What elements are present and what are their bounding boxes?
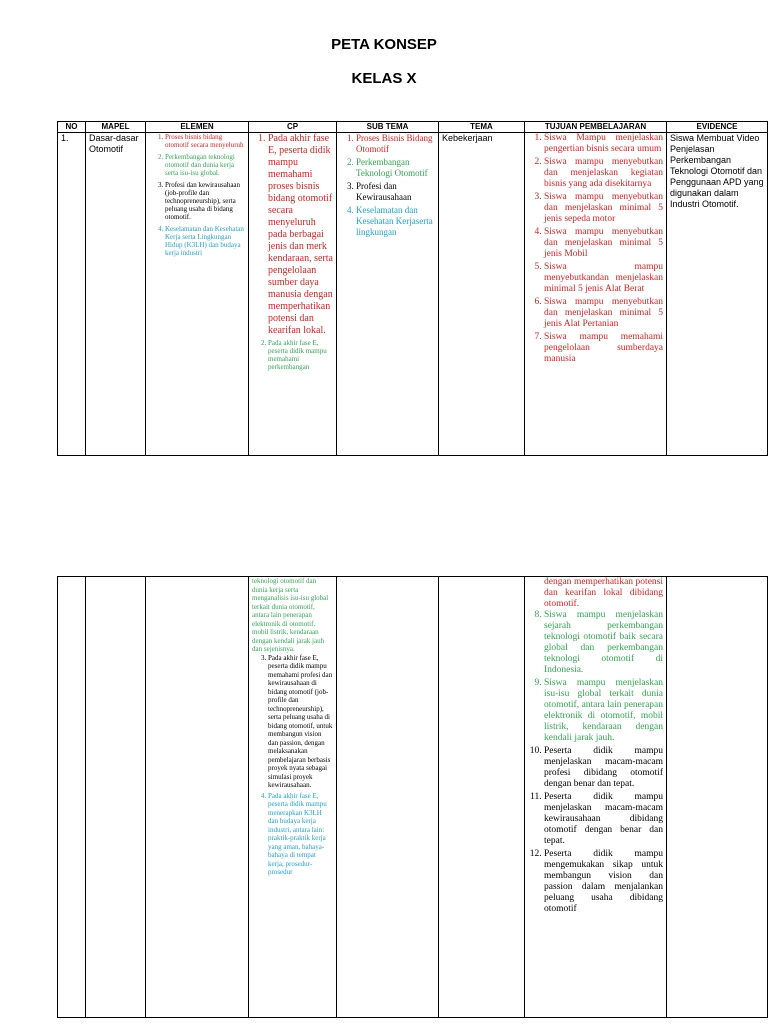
table-row bbox=[58, 577, 768, 1018]
header-elemen: ELEMEN bbox=[146, 122, 249, 133]
cell-tujuan bbox=[525, 577, 667, 1018]
tujuan-item: 3. Siswa mampu menyebutkan dan menjelaskan minimal 5 jenis sepeda motor bbox=[544, 192, 663, 225]
cell-evidence: Siswa Membuat Video Penjelasan Perkembangan Teknologi Otomotif dan Penggunaan APD yang digunakan dalam Industri Otomotif. bbox=[667, 133, 768, 456]
table-row bbox=[58, 133, 768, 456]
subtema-item: 4. Keselamatan dan Kesehatan Kerjaserta lingkungan bbox=[356, 205, 435, 238]
table-header-row bbox=[58, 122, 768, 133]
tujuan-item: 2. Siswa mampu menyebutkan dan menjelaskan kegiatan bisnis yang ada disekitarnya bbox=[544, 157, 663, 190]
subtema-item: 3. Profesi dan Kewirausahaan bbox=[356, 181, 435, 203]
tujuan-item: 11. Peserta didik mampu menjelaskan macam-macam kewirausahaan dibidang otomotif dengan benar dan tepat. bbox=[544, 792, 663, 847]
concept-map-table bbox=[57, 121, 768, 456]
page-subtitle: KELAS X bbox=[351, 70, 417, 87]
cp-item: 4. Pada akhir fase E, peserta didik mampu menerapkan K3LH dan budaya kerja industri, antara lain: praktik-praktik kerja yang aman, bahaya-bahaya di tempat kerja, prosedur-prosedur bbox=[268, 792, 333, 877]
header-no: NO bbox=[58, 122, 86, 133]
tujuan-continuation: dengan memperhatikan potensi dan kearifan lokal dibidang otomotif. bbox=[544, 577, 663, 609]
tujuan-item: 7. Siswa mampu memahami pengelolaan sumberdaya manusia bbox=[544, 332, 663, 365]
cell-cp bbox=[249, 133, 337, 456]
header-mapel: MAPEL bbox=[86, 122, 146, 133]
elemen-item: 3. Profesi dan kewirausahaan (job-profile dan technopreneurship), serta peluang usaha di bidang otomotif. bbox=[165, 181, 245, 221]
cell-no: 1. bbox=[58, 133, 86, 456]
cell-sub-tema bbox=[337, 577, 439, 1018]
elemen-item: 4. Keselamatan dan Kesehatan Kerja serta Lingkungan Hidup (K3LH) dan budaya kerja industri bbox=[165, 225, 245, 257]
tujuan-item: 5. Siswa mampu menyebutkandan menjelaskan minimal 5 jenis Alat Berat bbox=[544, 262, 663, 295]
elemen-item: 1. Proses bisnis bidang otomotif secara menyeluruh bbox=[165, 133, 245, 149]
header-tema: TEMA bbox=[439, 122, 525, 133]
concept-map-table-continued bbox=[57, 576, 768, 1018]
cell-tema bbox=[439, 577, 525, 1018]
cell-no bbox=[58, 577, 86, 1018]
cell-cp bbox=[249, 577, 337, 1018]
tujuan-item: 6. Siswa mampu menyebutkan dan menjelaskan minimal 5 jenis Alat Pertanian bbox=[544, 297, 663, 330]
header-evidence: EVIDENCE bbox=[667, 122, 768, 133]
tujuan-item: 12. Peserta didik mampu mengemukakan sikap untuk membangun vision dan passion dalam menjalankan peluang usaha dibidang otomotif bbox=[544, 849, 663, 915]
tujuan-item: 10. Peserta didik mampu menjelaskan macam-macam profesi dibidang otomotif dengan benar dan tepat. bbox=[544, 746, 663, 790]
tujuan-item: 4. Siswa mampu menyebutkan dan menjelaskan minimal 5 jenis Mobil bbox=[544, 227, 663, 260]
cell-mapel bbox=[86, 577, 146, 1018]
header-sub-tema: SUB TEMA bbox=[337, 122, 439, 133]
cell-mapel: Dasar-dasar Otomotif bbox=[86, 133, 146, 456]
cp-item: 1. Pada akhir fase E, peserta didik mampu memahami proses bisnis bidang otomotif secara menyeluruh pada berbagai jenis dan merk kendaraan, serta pengelolaan sumber daya manusia dengan memperhatikan potensi dan kearifan lokal. bbox=[268, 133, 333, 337]
cell-elemen bbox=[146, 133, 249, 456]
tujuan-item: 1. Siswa Mampu menjelaskan pengertian bisnis secara umum bbox=[544, 133, 663, 155]
elemen-item: 2. Perkembangan teknologi otomotif dan dunia kerja serta isu-isu global. bbox=[165, 153, 245, 177]
subtema-item: 1. Proses Bisnis Bidang Otomotif bbox=[356, 133, 435, 155]
header-cp: CP bbox=[249, 122, 337, 133]
cell-tujuan bbox=[525, 133, 667, 456]
cp-continuation: teknologi otomotif dan dunia kerja serta menganalisis isu-isu global terkait dunia otomotif, antara lain penerapan elektronik di otomotif, mobil listrik, kendaraan dengan kendali jarak jauh dan sejenisnya. bbox=[252, 577, 329, 653]
cp-item: 3. Pada akhir fase E, peserta didik mampu memahami profesi dan kewirausahaan di bidang otomotif (job-profile dan technopreneurship), serta peluang usaha di bidang otomotif, untuk membangun vision dan passion, dengan melaksanakan pembelajaran berbasis proyek nyata sebagai simulasi proyek kewirausahaan. bbox=[268, 654, 333, 790]
cell-sub-tema bbox=[337, 133, 439, 456]
tujuan-item: 8. Siswa mampu menjelaskan sejarah perkembangan teknologi otomotif baik secara global dan perkembangan teknologi otomotif di Indonesia. bbox=[544, 610, 663, 676]
cell-tema: Kebekerjaan bbox=[439, 133, 525, 456]
cell-evidence bbox=[667, 577, 768, 1018]
tujuan-item: 9. Siswa mampu menjelaskan isu-isu global terkait dunia otomotif, antara lain penerapan elektronik di otomotif, mobil listrik, kendaraan dengan kendali jarak jauh. bbox=[544, 678, 663, 744]
subtema-item: 2. Perkembangan Teknologi Otomotif bbox=[356, 157, 435, 179]
header-tujuan: TUJUAN PEMBELAJARAN bbox=[525, 122, 667, 133]
cell-elemen bbox=[146, 577, 249, 1018]
page-title: PETA KONSEP bbox=[331, 36, 437, 53]
cp-item: 2. Pada akhir fase E, peserta didik mampu memahami perkembangan bbox=[268, 339, 333, 371]
